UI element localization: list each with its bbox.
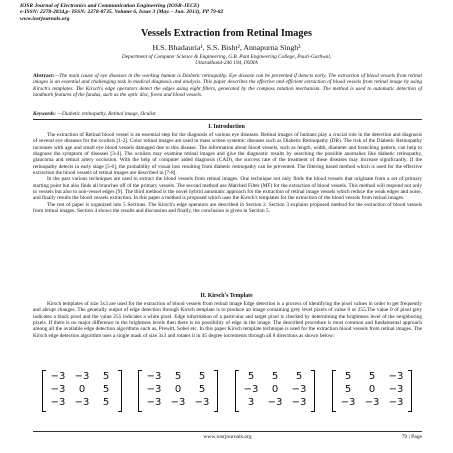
journal-name: IOSR Journal of Electronics and Communication Engineering (IOSR-JECE) [20,3,200,9]
kirsch-matrix [235,370,315,410]
matrix-cell: 5 [368,371,376,382]
matrix-cell: 0 [368,384,376,395]
matrix-cell: 5 [102,371,110,382]
matrix-cell: −3 [50,384,66,395]
matrix-row [241,384,309,396]
matrix-cell: 3 [247,397,255,408]
matrix-cell: 5 [247,371,255,382]
matrix-cell: −3 [146,384,162,395]
section-1-heading: I. Introduction [208,124,245,130]
journal-header [20,3,440,22]
section-1-body [33,132,422,214]
keywords-text: —Diabetic retinopathy, Retinal image, Oculist [55,111,156,117]
matrix-cell: −3 [291,397,307,408]
matrix-cell: −3 [50,397,66,408]
author-affiliation [40,54,413,66]
matrix-cell: 5 [102,384,110,395]
matrix-row [48,384,116,396]
matrix-bracket-left [235,370,239,412]
matrix-cell: −3 [388,384,404,395]
abstract-text: —The main cause of eye diseases in the working human is Diabetic retinopathy. Eye disease can be prevented if detects early. The extraction of blood vessels from retinal images is an essential and challenging task in medical diagnosis and analysis. This paper describes the effective and efficient extraction of blood vessels from retinal image by using Kirsch's templates. The Kirsch's edge operators detect the edges using eight filters, generated by the compass rotation mechanism. The method is used to automatic detection of landmark features of the fundus, such as the optic disc, fovea and blood vessels. [33,73,422,98]
matrix-bracket-left [332,370,336,412]
matrix-cell: 5 [344,371,352,382]
section-1-paragraph-1: The extraction of Retinal blood vessel is an essential step for the diagnosis of various eye diseases. Retinal images of humans play a crucial role in the detection and diagnosis of several eye diseases for the oculists [1-2]. Color retinal images are used in mass screen systemic diseases such as Diabetic Retinopathy (DR). The risk of the Diabetic Retinopathy increases with age and small eye blood vessels damaged due to this disease. The information about blood vessels, such as length, width, diameter and branching pattern, can help to diagnose the symptom of diseases [3-4]. The oculists may examine retinal images and give the diagnostic results by searching the possible anomalies like diabetic retinopathy, glaucoma and retinal artery occlusion. With the help of computer aided diagnosis (CAD), the success rate of the treatment of these diseases may increase significantly. If the retinopathy detects in early stage [5-6], the probability of visual loss resulting from diabetic retinopathy can be prevented. The filtering based method which is used for the effective extraction the blood vessels of retinal images are described in [7-8]. [33,132,422,177]
matrix-cell: −3 [50,371,66,382]
kirsch-matrix [138,370,218,410]
matrix-bracket-left [138,370,142,412]
matrix-cell: −3 [388,397,404,408]
footer-divider [33,431,422,432]
matrix-row [241,371,309,383]
kirsch-matrix [42,370,122,410]
section-2-body [33,301,422,339]
keywords-label: Keywords: [33,111,56,117]
kirsch-matrix [332,370,412,410]
matrix-row [144,384,212,396]
matrix-row [48,371,116,383]
matrix-row [144,397,212,409]
matrix-row [48,397,116,409]
matrix-row [338,371,406,383]
matrix-bracket-right [311,370,315,412]
matrix-cell: −3 [267,397,283,408]
journal-url[interactable]: www.iosrjournals.org [20,15,70,22]
matrix-cell: −3 [364,397,380,408]
matrix-cell: −3 [388,371,404,382]
matrix-cell: −3 [291,384,307,395]
matrix-cell: 5 [271,371,279,382]
kirsch-templates [42,370,422,412]
matrix-cell: −3 [146,371,162,382]
journal-issn: e-ISSN: 2278-2834,p- ISSN: 2278-8735. Volume 6, Issue 3 (May. - Jun. 2013), PP 79-82 [20,9,224,16]
section-2-paragraph-1: Kirsch templates of size 3x3 are used for the extraction of blood vessels from retinal image Edge detection is a process of identifying the pixel values in order to get frequently and abrupt changes. The generally output of edge detection through Kirsch template is to produce an image containing grey level pixels of value 0 or 255.The value 0 of pixel grey indicates a black pixel and the value 255 indicates a white pixel. Edge information of a particular and target pixel is checked by determining the brightness level of the neighboring pixels. If there is no major difference in the brightness levels then there is no possibility of edge in the image. The described procedure is most common and fundamental approach among all the available edge detection algorithms such as, Prewitt, Sobel etc. In this paper Kirsch template technique is used for the extraction blood vessels from retinal images. The Kirsch edge detection algorithm uses a single mask of size 3x3 and rotates it in 45 degree increments through all 8 directions as shown below: [33,301,422,339]
section-2-heading: II. Kirsch's Template [200,293,253,299]
abstract [33,73,422,98]
matrix-cell: −3 [146,397,162,408]
matrix-row [338,397,406,409]
matrix-cell: 5 [198,371,206,382]
matrix-bracket-right [214,370,218,412]
matrix-cell: 5 [198,384,206,395]
matrix-cell: −3 [194,397,210,408]
affiliation-line-2: Uttarakhand-246 194, INDIA [195,60,258,67]
keywords [33,111,422,117]
paper-authors: H.S. Bhadauria¹, S.S. Bisht², Annapurna Singh³ [152,43,301,52]
footer-url[interactable]: www.iosrjournals.org [203,434,252,440]
matrix-cell: 0 [174,384,182,395]
matrix-bracket-left [42,370,46,412]
matrix-row [241,397,309,409]
matrix-cell: 5 [344,384,352,395]
matrix-cell: 5 [295,371,303,382]
affiliation-line-1: Department of Computer Science & Engineering, G.B. Pant Engineering College, Pauri-Garhwal, [121,54,332,60]
matrix-cell: −3 [74,371,90,382]
paper-title: Vessels Extraction from Retinal Images [141,28,312,39]
section-1-paragraph-2: In the past various techniques are used to extract the blood vessels from retinal images. One technique not only finds the blood vessels that originate from a set of primary starting point but also finds all branches off of the primary vessels. The second method use Matched Filter (MF) for the extraction of blood vessels. This method will respond not only to vessels but also to non-vessel edges [9]. The third method is the novel hybrid automatic approach for the extraction of retinal image vessels which reduce the weak edges and noise, and finally results the blood vessels extraction. In this paper a method is proposed which uses the Kirsch's templates for the extraction of the blood vessels from retinal images. [33,176,422,202]
matrix-cell: −3 [340,397,356,408]
matrix-bracket-right [408,370,412,412]
section-1-paragraph-3: The rest of paper is organized into 5 Sections. The Kirsch's edge operators are described in Section 2. Section 3 explains proposed method for the extraction of blood vessels from retinal images. Section 4 shows the results and discussion and finally, the conclusion is given in Section 5. [33,201,422,215]
abstract-divider [33,119,422,120]
page-number: 79 | Page [401,434,422,440]
matrix-cell: 0 [78,384,86,395]
matrix-cell: −3 [243,384,259,395]
abstract-label: Abstract: [33,73,55,79]
matrix-row [144,371,212,383]
matrix-cell: 0 [271,384,279,395]
matrix-cell: 5 [174,371,182,382]
matrix-cell: 5 [102,397,110,408]
matrix-row [338,384,406,396]
matrix-bracket-right [118,370,122,412]
matrix-cell: −3 [74,397,90,408]
matrix-cell: −3 [170,397,186,408]
